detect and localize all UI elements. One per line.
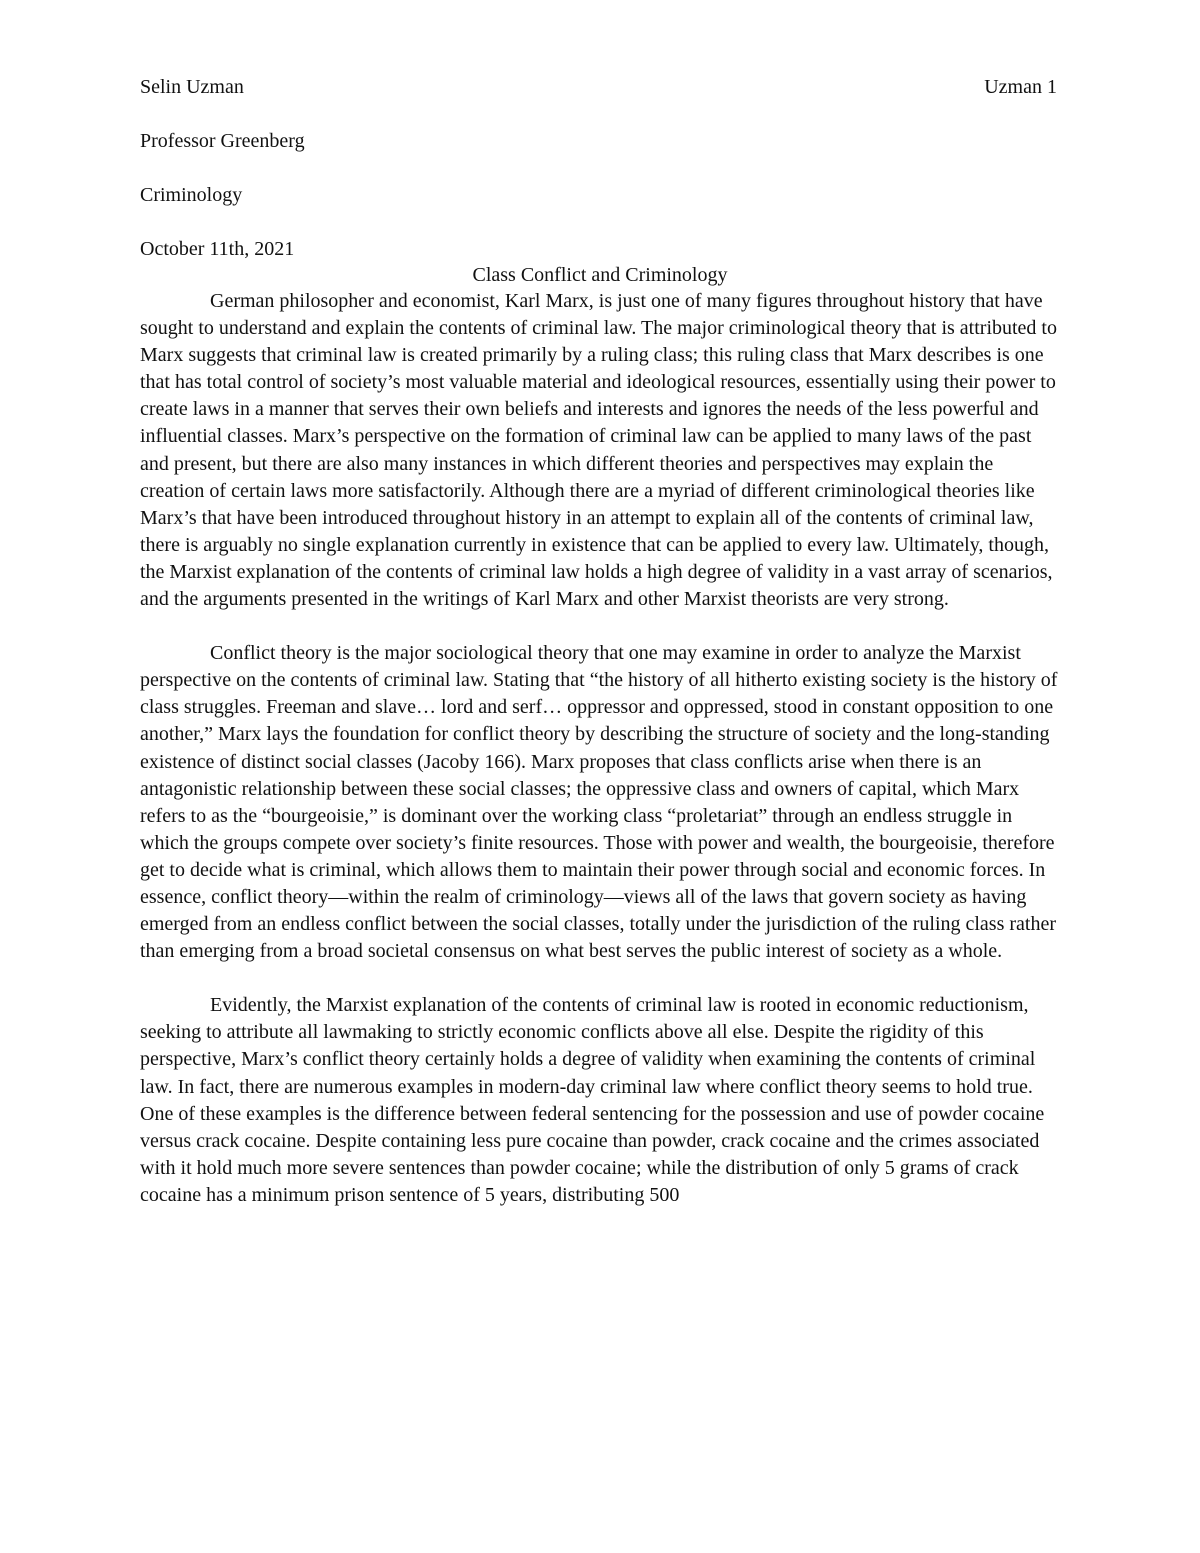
date-line: October 11th, 2021 (140, 238, 295, 260)
paragraph-2: Conflict theory is the major sociological theory that one may examine in order to analyze the Marxist perspective on the contents of criminal law. Stating that “the history of all hitherto existing society is the history of class struggles. Freeman and slave… lord and serf… oppressor and oppressed, stood in constant opposition to one another,” Marx lays the foundation for conflict theory by describing the structure of society and the long-standing existence of distinct social classes (Jacoby 166). Marx proposes that class conflicts arise when there is an antagonistic relationship between these social classes; the oppressive class and owners of capital, which Marx refers to as the “bourgeoisie,” is dominant over the working class “proletariat” through an endless struggle in which the groups compete over society’s finite resources. Those with power and wealth, the bourgeoisie, therefore get to decide what is criminal, which allows them to maintain their power through social and economic forces. In essence, conflict theory—within the realm of criminology—views all of the laws that govern society as having emerged from an endless conflict between the social classes, totally under the jurisdiction of the ruling class rather than emerging from a broad societal consensus on what best serves the public interest of society as a whole. (140, 642, 1058, 963)
course-line: Criminology (140, 184, 243, 206)
document-title: Class Conflict and Criminology (472, 264, 728, 286)
paragraph-3: Evidently, the Marxist explanation of the contents of criminal law is rooted in economic reductionism, seeking to attribute all lawmaking to strictly economic conflicts above all else. Despite the rigidity of this perspective, Marx’s conflict theory certainly holds a degree of validity when examining the contents of criminal law. In fact, there are numerous examples in modern-day criminal law where conflict theory seems to hold true. One of these examples is the difference between federal sentencing for the possession and use of powder cocaine versus crack cocaine. Despite containing less pure cocaine than powder, crack cocaine and the crimes associated with it hold much more severe sentences than powder cocaine; while the distribution of only 5 grams of crack cocaine has a minimum prison sentence of 5 years, distributing 500 (140, 994, 1045, 1206)
page-header-number: Uzman 1 (984, 76, 1057, 98)
paragraph-1: German philosopher and economist, Karl Marx, is just one of many figures throughout history that have sought to understand and explain the contents of criminal law. The major criminological theory that is attributed to Marx suggests that criminal law is created primarily by a ruling class; this ruling class that Marx describes is one that has total control of society’s most valuable material and ideological resources, essentially using their power to create laws in a manner that serves their own beliefs and interests and ignores the needs of the less powerful and influential classes. Marx’s perspective on the formation of criminal law can be applied to many laws of the past and present, but there are also many instances in which different theories and perspectives may explain the creation of certain laws more satisfactorily. Although there are a myriad of different criminological theories like Marx’s that have been introduced throughout history in an attempt to explain all of the contents of criminal law, there is arguably no single explanation currently in existence that can be applied to every law. Ultimately, though, the Marxist explanation of the contents of criminal law holds a high degree of validity in a vast array of scenarios, and the arguments presented in the writings of Karl Marx and other Marxist theorists are very strong. (140, 290, 1057, 611)
document-body (140, 288, 1060, 1209)
professor-line: Professor Greenberg (140, 130, 305, 152)
author-name: Selin Uzman (140, 76, 244, 98)
